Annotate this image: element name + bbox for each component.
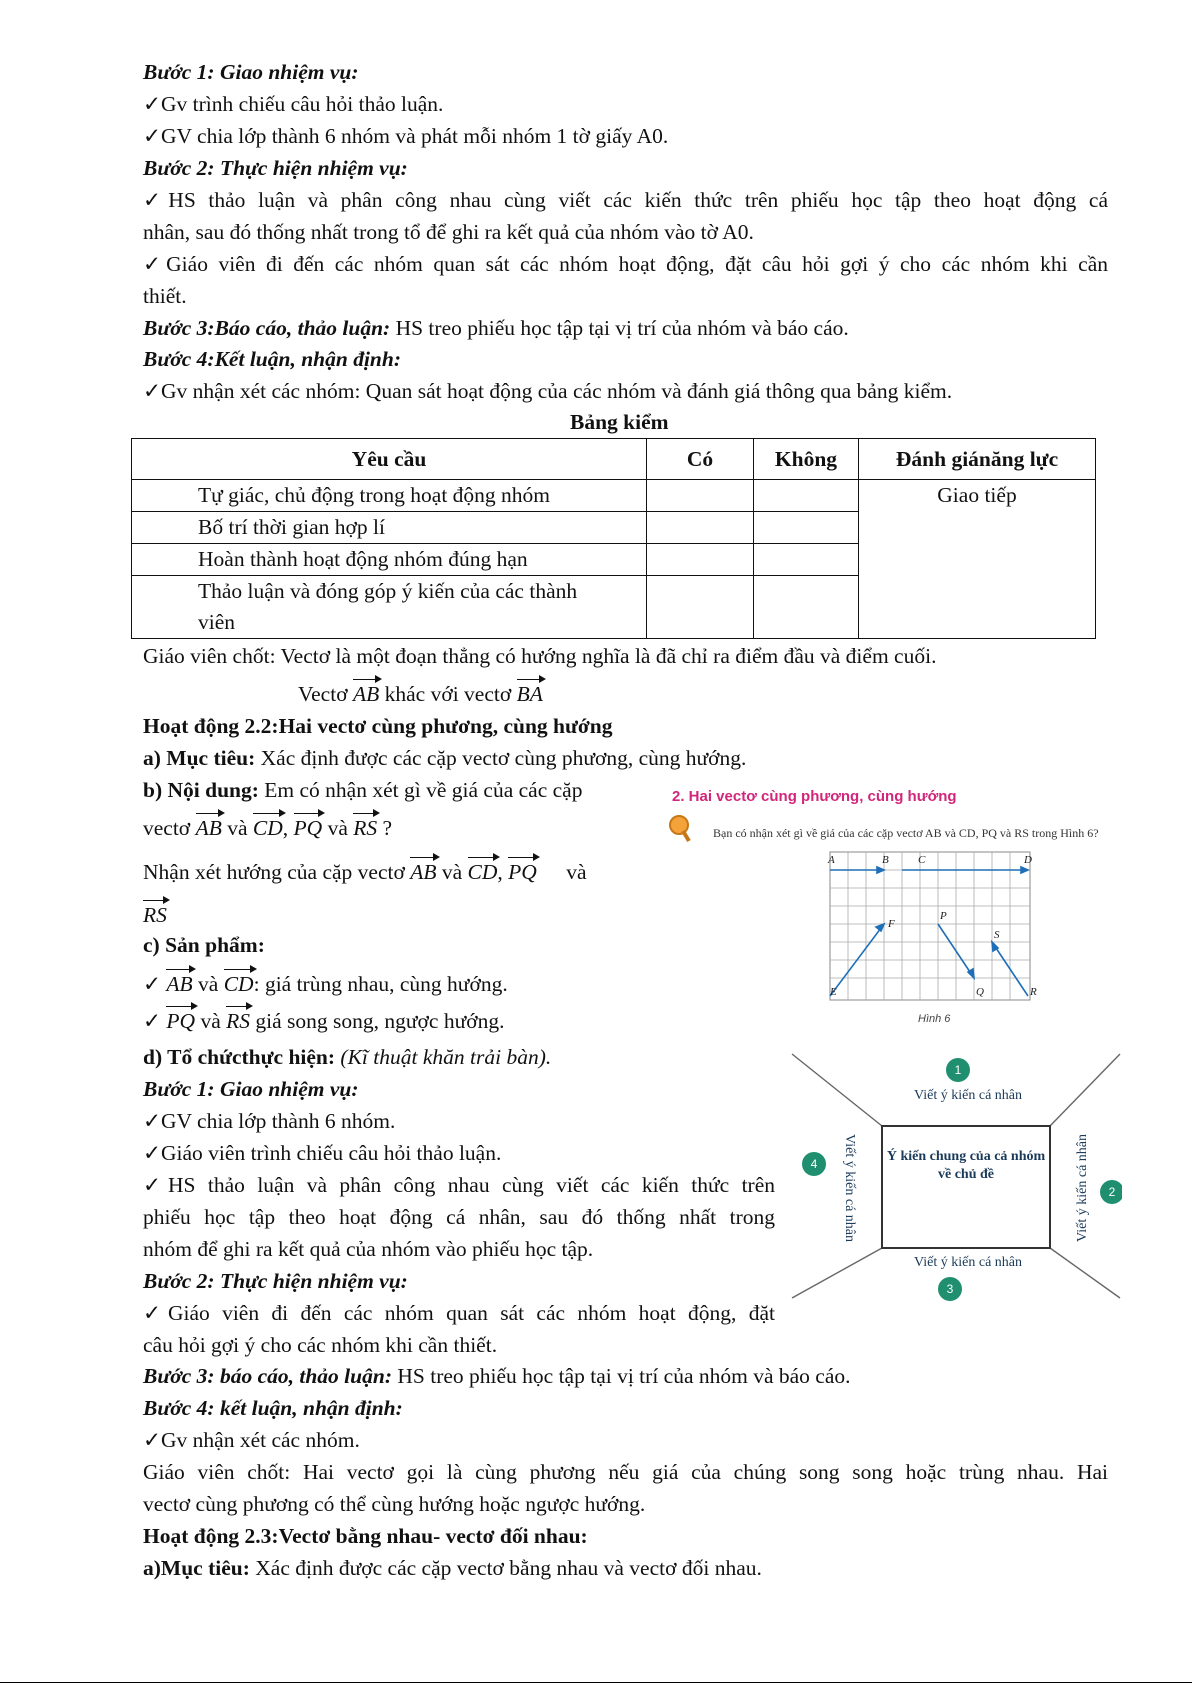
point-label: E — [830, 986, 837, 998]
sanpham-1 — [143, 967, 508, 997]
label: a) Mục tiêu: — [143, 746, 256, 770]
col-header: Không — [754, 439, 859, 480]
text-line: vectơ cùng phương có thể cùng hướng hoặc ngược hướng. — [143, 1492, 646, 1516]
text-line: ✓HS thảo luận và phân công nhau cùng viết các kiến thức trên phiếu học tập theo hoạt động cá — [143, 188, 1108, 212]
table-cell: Tự giác, chủ động trong hoạt động nhóm — [132, 480, 647, 512]
chot1b-line — [298, 677, 543, 707]
badge-label: 3 — [946, 1282, 954, 1296]
table-cell: Giao tiếp — [859, 480, 1096, 639]
table-cell: Bố trí thời gian hợp lí — [132, 512, 647, 544]
text-line: ✓GV chia lớp thành 6 nhóm và phát mỗi nhóm 1 tờ giấy A0. — [143, 124, 669, 148]
vector-PQ: PQ — [508, 855, 537, 885]
left-label: Viết ý kiến cá nhân — [842, 1133, 857, 1243]
point-label: Q — [976, 986, 984, 998]
hd22-title: Hoạt động 2.2:Hai vectơ cùng phương, cùng hướng — [143, 714, 613, 738]
table-header-row — [132, 439, 1096, 480]
text: Vectơ — [298, 682, 353, 706]
vector-grid-figure — [814, 850, 1050, 1010]
text: Em có nhận xét gì về giá của các cặp — [258, 778, 583, 802]
page-bottom-rule — [0, 1682, 1192, 1683]
text: và — [192, 972, 224, 996]
table-cell — [647, 480, 754, 512]
text-line: ✓Giáo viên đi đến các nhóm quan sát các nhóm hoạt động, đặt câu hỏi gợi ý cho các nhóm khi cần — [143, 252, 1108, 276]
col-header: Đánh giánăng lực — [859, 439, 1096, 480]
table-cell — [754, 544, 859, 576]
table-cell — [132, 576, 647, 639]
table-cell — [754, 480, 859, 512]
center-label: Ý kiến chung của cả nhóm về chủ đề — [886, 1149, 1046, 1182]
diagonal-line — [792, 1248, 882, 1298]
nhanxet-line — [143, 855, 587, 885]
table-cell — [754, 512, 859, 544]
buoc1b-title: Bước 1: Giao nhiệm vụ: — [143, 1077, 359, 1101]
point-label: B — [882, 854, 889, 866]
text-line: ✓HS thảo luận và phân công nhau cùng viết các kiến thức trên — [143, 1173, 775, 1197]
text: vectơ — [143, 816, 196, 840]
text-line: ✓GV chia lớp thành 6 nhóm. — [143, 1109, 396, 1133]
khan-trai-ban-diagram — [790, 1052, 1122, 1302]
buoc3-text: HS treo phiếu học tập tại vị trí của nhóm và báo cáo. — [390, 316, 849, 340]
text-line: câu hỏi gợi ý cho các nhóm khi cần thiết. — [143, 1333, 498, 1357]
point-label: C — [918, 854, 926, 866]
text: Nhận xét hướng của cặp vectơ — [143, 860, 411, 884]
buoc2b-title: Bước 2: Thực hiện nhiệm vụ: — [143, 1269, 408, 1293]
text: : giá trùng nhau, cùng hướng. — [253, 972, 508, 996]
text: và — [322, 816, 354, 840]
checklist-table — [131, 438, 1096, 639]
point-label: D — [1024, 854, 1032, 866]
text: Xác định được các cặp vectơ bằng nhau và vectơ đối nhau. — [249, 1556, 762, 1580]
text: khác với vectơ — [379, 682, 517, 706]
table-cell-text: viên — [198, 610, 236, 634]
vector-AB: AB — [410, 855, 436, 885]
text: (Kĩ thuật khăn trải bàn). — [335, 1045, 552, 1069]
text: và — [195, 1009, 227, 1033]
text-line: phiếu học tập theo hoạt động cá nhân, sau đó thống nhất trong — [143, 1205, 775, 1229]
buoc4b-title: Bước 4: kết luận, nhận định: — [143, 1396, 403, 1420]
noidung-line — [143, 777, 582, 803]
text-line: ✓Gv trình chiếu câu hỏi thảo luận. — [143, 92, 444, 116]
muctieu2-line — [143, 1555, 762, 1581]
buoc3-line — [143, 315, 849, 341]
diagonal-line — [792, 1054, 882, 1126]
vector-RS: RS — [353, 811, 377, 841]
text: ? — [377, 816, 393, 840]
nhanxet-line2 — [143, 898, 167, 928]
table-cell-text: Thảo luận và đóng góp ý kiến của các thành — [198, 579, 578, 603]
sanpham-2 — [143, 1004, 504, 1034]
vector-BA: BA — [517, 677, 543, 707]
text-line: Giáo viên chốt: Hai vectơ gọi là cùng phương nếu giá của chúng song song hoặc trùng nhau. Hai — [143, 1460, 1108, 1484]
vector-RS: RS — [226, 1004, 250, 1034]
magnifier-icon — [668, 814, 694, 844]
table-title: Bảng kiểm — [570, 410, 669, 434]
point-label: F — [888, 918, 895, 930]
table-cell — [647, 544, 754, 576]
chot1: Giáo viên chốt: Vectơ là một đoạn thẳng có hướng nghĩa là đã chỉ ra điểm đầu và điểm cuối. — [143, 644, 937, 668]
vector-PQ: PQ — [294, 811, 323, 841]
text: , — [282, 816, 294, 840]
badge-label: 4 — [810, 1157, 818, 1171]
noidung-vectors — [143, 811, 392, 841]
point-label: P — [940, 910, 947, 922]
figure-title: 2. Hai vectơ cùng phương, cùng hướng — [672, 788, 957, 805]
label: Bước 3: báo cáo, thảo luận: — [143, 1364, 392, 1388]
buoc4-title: Bước 4:Kết luận, nhận định: — [143, 347, 401, 371]
text: và — [221, 816, 253, 840]
table-cell — [647, 512, 754, 544]
vector-AB: AB — [166, 967, 192, 997]
right-label: Viết ý kiến cá nhân — [1075, 1133, 1090, 1243]
muctieu-line — [143, 745, 746, 771]
label: d) Tổ chứcthực hiện: — [143, 1045, 336, 1069]
diagonal-line — [1050, 1054, 1120, 1126]
vector-AB: AB — [196, 811, 222, 841]
text-line: nhóm để ghi ra kết quả của nhóm vào phiếu học tập. — [143, 1237, 594, 1261]
text: và — [560, 860, 587, 884]
text-line: ✓Giáo viên trình chiếu câu hỏi thảo luận. — [143, 1141, 502, 1165]
buoc1-title: Bước 1: Giao nhiệm vụ: — [143, 60, 359, 84]
text-line: ✓Gv nhận xét các nhóm. — [143, 1428, 360, 1452]
table-cell — [754, 576, 859, 639]
text: và — [436, 860, 468, 884]
figure-caption: Hình 6 — [918, 1013, 951, 1025]
buoc3b-line — [143, 1363, 851, 1389]
diagonal-line — [1050, 1248, 1120, 1298]
badge-label: 2 — [1108, 1185, 1116, 1199]
point-label: S — [994, 929, 1000, 941]
label: b) Nội dung: — [143, 778, 259, 802]
label: a)Mục tiêu: — [143, 1556, 250, 1580]
text: Xác định được các cặp vectơ cùng phương, cùng hướng. — [255, 746, 747, 770]
point-label: A — [828, 854, 835, 866]
text: , — [497, 860, 509, 884]
buoc2-title: Bước 2: Thực hiện nhiệm vụ: — [143, 156, 408, 180]
check-icon: ✓ — [143, 1009, 167, 1033]
col-header: Có — [647, 439, 754, 480]
vector-CD: CD — [224, 967, 254, 997]
bottom-label: Viết ý kiến cá nhân — [913, 1255, 1023, 1270]
vector-AB: AB — [353, 677, 379, 707]
vector-CD: CD — [468, 855, 498, 885]
check-icon: ✓ — [143, 972, 167, 996]
text: giá song song, ngược hướng. — [250, 1009, 505, 1033]
vector-RS: RS — [143, 898, 167, 928]
table-cell: Hoàn thành hoạt động nhóm đúng hạn — [132, 544, 647, 576]
text-line: thiết. — [143, 284, 187, 308]
vector-PQ: PQ — [166, 1004, 195, 1034]
text-line: ✓Giáo viên đi đến các nhóm quan sát các nhóm hoạt động, đặt — [143, 1301, 775, 1325]
hd23-title: Hoạt động 2.3:Vectơ bằng nhau- vectơ đối nhau: — [143, 1524, 588, 1548]
col-header: Yêu cầu — [132, 439, 647, 480]
top-label: Viết ý kiến cá nhân — [913, 1088, 1023, 1103]
badge-label: 1 — [954, 1063, 962, 1077]
point-label: R — [1030, 986, 1037, 998]
vector-CD: CD — [253, 811, 283, 841]
text-line: nhân, sau đó thống nhất trong tổ để ghi ra kết quả của nhóm vào tờ A0. — [143, 220, 754, 244]
tochuc-line — [143, 1044, 551, 1070]
table-cell — [647, 576, 754, 639]
buoc3-title: Bước 3:Báo cáo, thảo luận: — [143, 316, 391, 340]
table-row — [132, 480, 1096, 512]
text: HS treo phiếu học tập tại vị trí của nhóm và báo cáo. — [391, 1364, 851, 1388]
figure-question: Bạn có nhận xét gì về giá của các cặp vectơ AB và CD, PQ và RS trong Hình 6? — [713, 826, 1099, 840]
sanpham-title: c) Sản phẩm: — [143, 933, 265, 957]
text-line: ✓Gv nhận xét các nhóm: Quan sát hoạt động của các nhóm và đánh giá thông qua bảng kiểm. — [143, 379, 953, 403]
